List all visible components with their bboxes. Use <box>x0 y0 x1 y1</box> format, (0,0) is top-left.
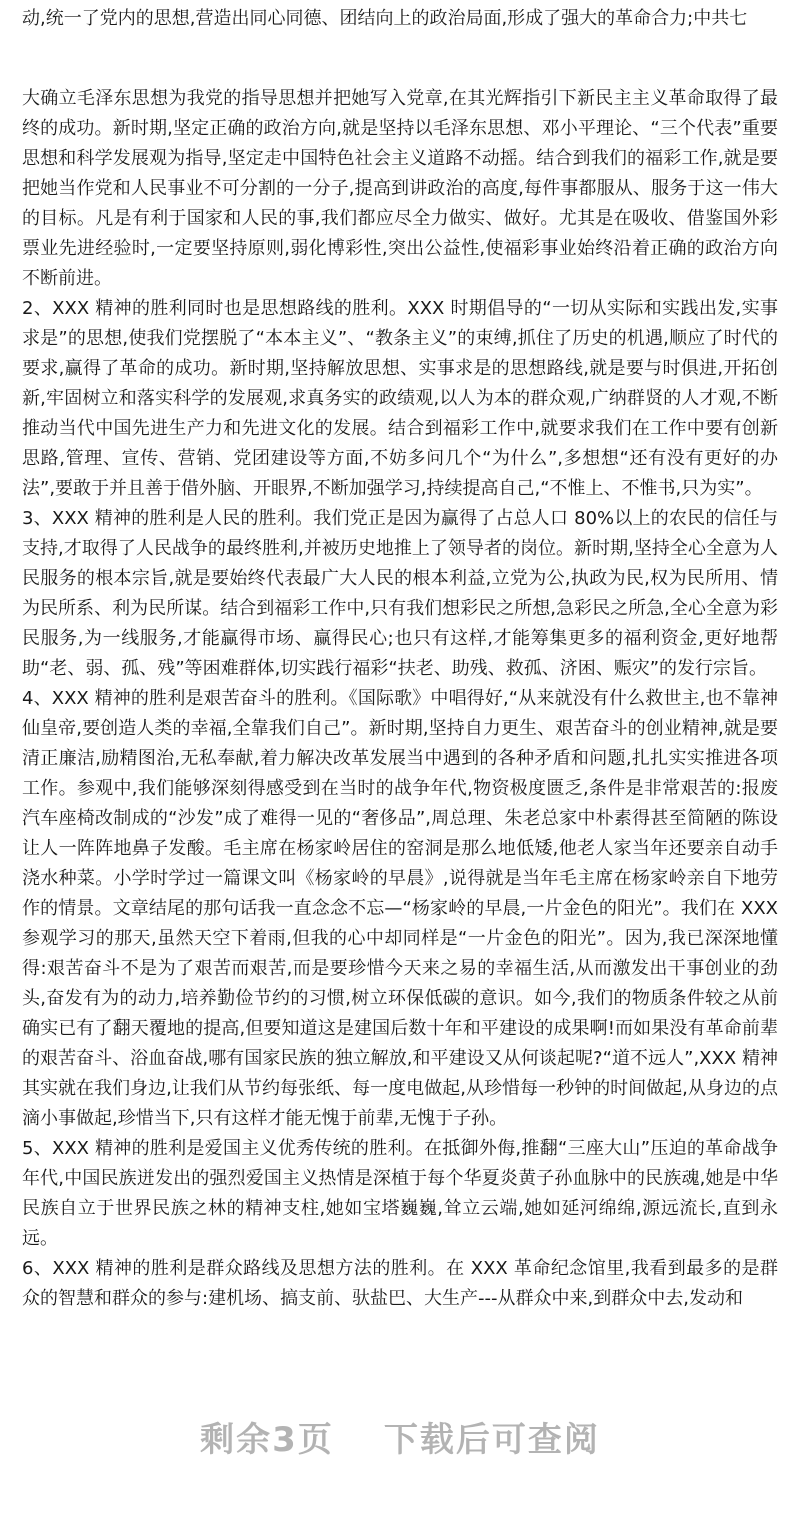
remaining-pages-label: 剩余3页 <box>200 1420 334 1460</box>
paragraph: 大确立毛泽东思想为我党的指导思想并把她写入党章,在其光辉指引下新民主主义革命取得了最终的成功。新时期,坚定正确的政治方向,就是坚持以毛泽东思想、邓小平理论、“三个代表”重要思想和科学发展观为指导,坚定走中国特色社会主义道路不动摇。结合到我们的福彩工作,就是要把她当作党和人民事业不可分割的一分子,提高到讲政治的高度,每件事都服从、服务于这一伟大的目标。凡是有利于国家和人民的事,我们都应尽全力做实、做好。尤其是在吸收、借鉴国外彩票业先进经验时,一定要坚持原则,弱化博彩性,突出公益性,使福彩事业始终沿着正确的政治方向不断前进。 <box>22 88 778 289</box>
paragraph: 4、XXX 精神的胜利是艰苦奋斗的胜利。《国际歌》中唱得好,“从来就没有什么救世主,也不靠神仙皇帝,要创造人类的幸福,全靠我们自己”。新时期,坚持自力更生、艰苦奋斗的创业精神,就是要清正廉洁,励精图治,无私奉献,着力解决改革发展当中遇到的各种矛盾和问题,扎扎实实推进各项工作。参观中,我们能够深刻得感受到在当时的战争年代,物资极度匮乏,条件是非常艰苦的:报废汽车座椅改制成的“沙发”成了难得一见的“奢侈品”,周总理、朱老总家中朴素得甚至简陋的陈设让人一阵阵地鼻子发酸。毛主席在杨家岭居住的窑洞是那么地低矮,他老人家当年还要亲自动手浇水种菜。小学时学过一篇课文叫《杨家岭的早晨》,说得就是当年毛主席在杨家岭亲自下地劳作的情景。文章结尾的那句话我一直念念不忘—“杨家岭的早晨,一片金色的阳光”。我们在 XXX 参观学习的那天,虽然天空下着雨,但我的心中却同样是“一片金色的阳光”。因为,我已深深地懂得:艰苦奋斗不是为了艰苦而艰苦,而是要珍惜今天来之易的幸福生活,从而激发出干事创业的劲头,奋发有为的动力,培养勤俭节约的习惯,树立环保低碳的意识。如今,我们的物质条件较之从前确实已有了翻天覆地的提高,但要知道这是建国后数十年和平建设的成果啊!而如果没有革命前辈的艰苦奋斗、浴血奋战,哪有国家民族的独立解放,和平建设又从何谈起呢?“道不远人”,XXX 精神其实就在我们身边,让我们从节约每张纸、每一度电做起,从珍惜每一秒钟的时间做起,从身边的点滴小事做起,珍惜当下,只有这样才能无愧于前辈,无愧于子孙。 <box>22 688 778 1129</box>
document-body <box>22 84 778 1314</box>
download-to-read-label[interactable]: 下载后可查阅 <box>383 1420 600 1460</box>
top-line-text: 动,统一了党内的思想,营造出同心同德、团结向上的政治局面,形成了强大的革命合力;中共七 <box>22 8 748 29</box>
paragraph: 2、XXX 精神的胜利同时也是思想路线的胜利。XXX 时期倡导的“一切从实际和实践出发,实事求是”的思想,使我们党摆脱了“本本主义”、“教条主义”的束缚,抓住了历史的机遇,顺应了时代的要求,赢得了革命的成功。新时期,坚持解放思想、实事求是的思想路线,就是要与时俱进,开拓创新,牢固树立和落实科学的发展观,求真务实的政绩观,以人为本的群众观,广纳群贤的人才观,不断推动当代中国先进生产力和先进文化的发展。结合到福彩工作中,就要求我们在工作中要有创新思路,管理、宣传、营销、党团建设等方面,不妨多问几个“为什么”,多想想“还有没有更好的办法”,要敢于并且善于借外脑、开眼界,不断加强学习,持续提高自己,“不惟上、不惟书,只为实”。 <box>22 298 778 499</box>
paragraph: 5、XXX 精神的胜利是爱国主义优秀传统的胜利。在抵御外侮,推翻“三座大山”压迫的革命战争年代,中国民族迸发出的强烈爱国主义热情是深植于每个华夏炎黄子孙血脉中的民族魂,她是中华民族自立于世界民族之林的精神支柱,她如宝塔巍巍,耸立云端,她如延河绵绵,源远流长,直到永远。 <box>22 1138 778 1249</box>
paragraph: 3、XXX 精神的胜利是人民的胜利。我们党正是因为赢得了占总人口 80%以上的农民的信任与支持,才取得了人民战争的最终胜利,并被历史地推上了领导者的岗位。新时期,坚持全心全意为人民服务的根本宗旨,就是要始终代表最广大人民的根本利益,立党为公,执政为民,权为民所用、情为民所系、利为民所谋。结合到福彩工作中,只有我们想彩民之所想,急彩民之所急,全心全意为彩民服务,为一线服务,才能赢得市场、赢得民心;也只有这样,才能筹集更多的福利资金,更好地帮助“老、弱、孤、残”等困难群体,切实践行福彩“扶老、助残、救孤、济困、赈灾”的发行宗旨。 <box>22 508 778 679</box>
download-banner[interactable] <box>0 1405 800 1475</box>
paragraph: 6、XXX 精神的胜利是群众路线及思想方法的胜利。在 XXX 革命纪念馆里,我看到最多的是群众的智慧和群众的参与:建机场、搞支前、驮盐巴、大生产---从群众中来,到群众中去,发动和 <box>22 1258 778 1309</box>
